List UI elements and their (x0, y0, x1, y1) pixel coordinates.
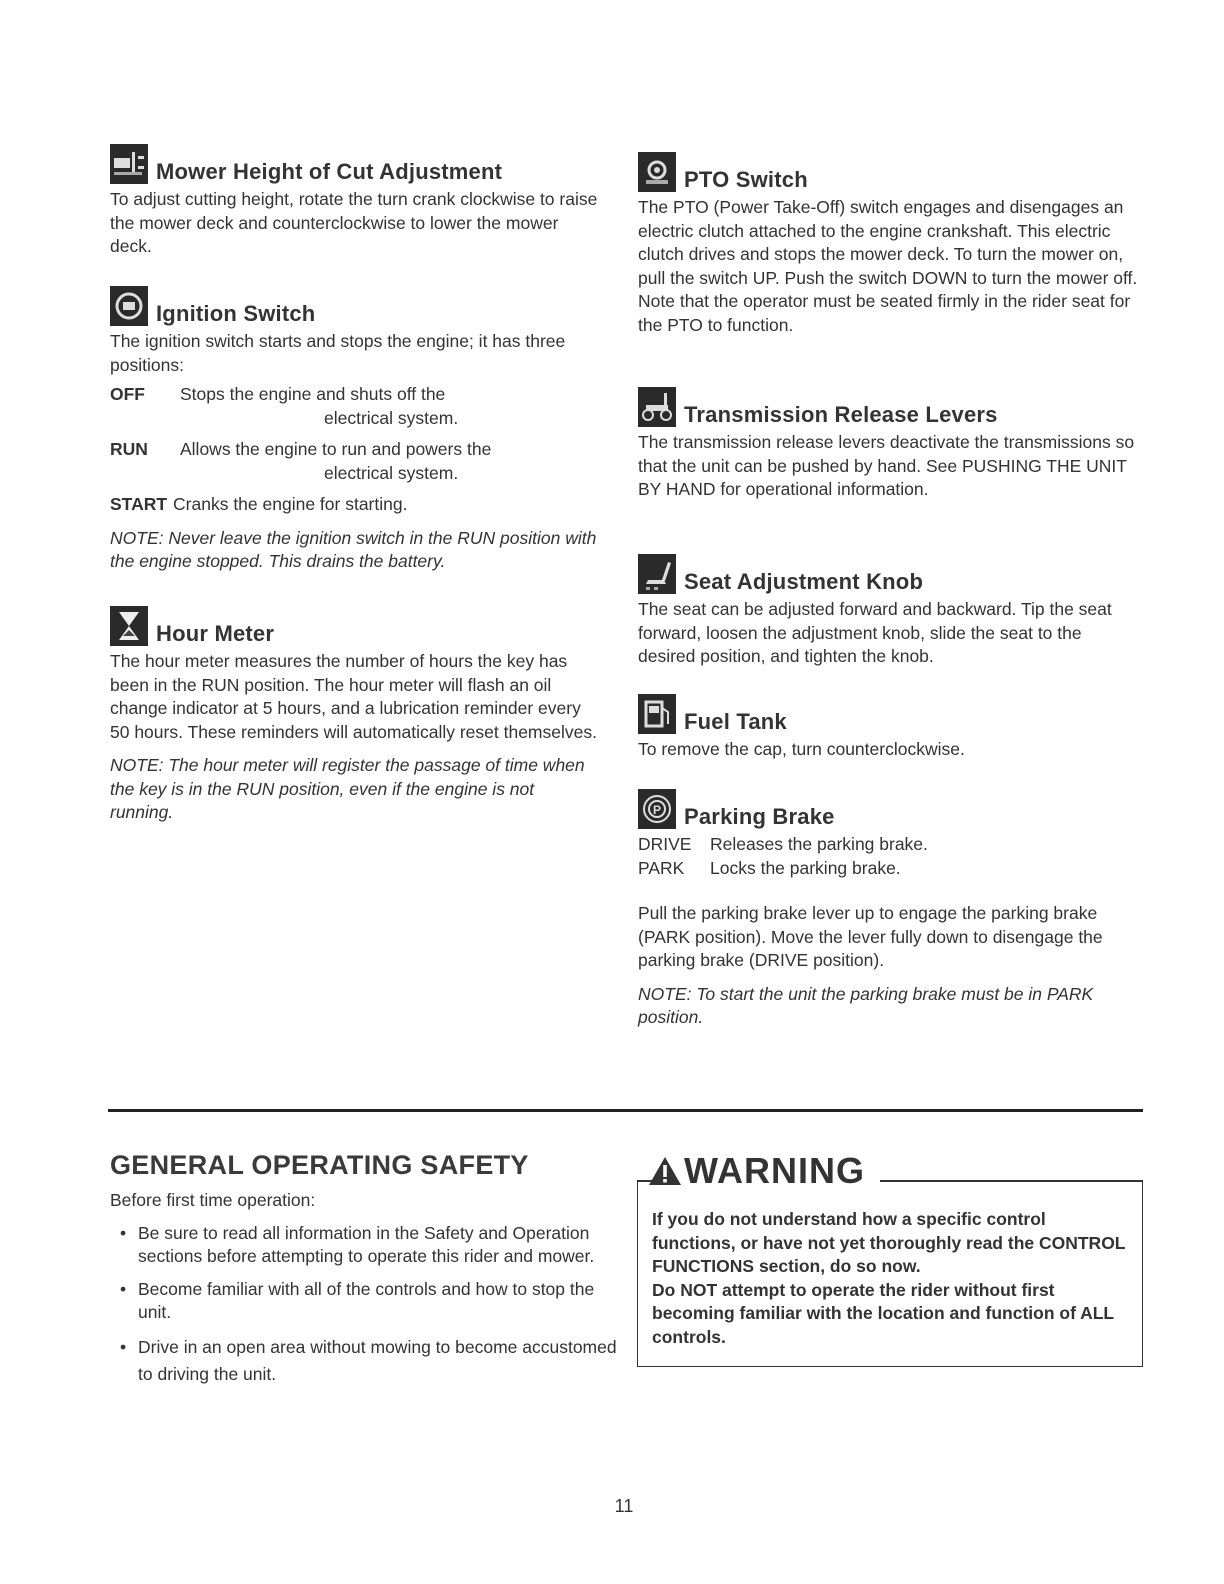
warning-text-2: Do NOT attempt to operate the rider without first becoming familiar with the location and function of ALL controls. (652, 1279, 1114, 1347)
ignition-run-key: RUN (110, 439, 148, 459)
parking-park-key: PARK (638, 857, 685, 878)
ignition-off-text: Stops the engine and shuts off the (180, 384, 446, 404)
ignition-off-text2: electrical system. (324, 407, 459, 428)
warning-triangle-icon (648, 1156, 682, 1186)
fuel-title: Fuel Tank (684, 709, 787, 734)
hour-meter-body: The hour meter measures the number of hours the key has been in the RUN position. The hour meter will flash an oil change indicator at 5 hours, and a lubrication reminder every 50 hours. These reminders will automatically reset themselves. (110, 651, 597, 742)
ignition-start-row (110, 493, 600, 517)
ignition-off-row (110, 383, 600, 407)
pto-body: The PTO (Power Take-Off) switch engages and disengages an electric clutch attached to the engine crankshaft. This electric clutch drives and stops the mower deck. To turn the mower on, pull the switch UP. Push the switch DOWN to turn the mower off. Note that the operator must be seated firmly in the rider seat for the PTO to function. (638, 197, 1138, 335)
section-parking (638, 785, 1143, 1030)
seat-body: The seat can be adjusted forward and backward. Tip the seat forward, loosen the adjustment knob, slide the seat to the desired position, and tighten the knob. (638, 599, 1112, 666)
svg-text:P: P (652, 803, 662, 817)
parking-title: Parking Brake (684, 804, 835, 829)
section-transmission (638, 383, 1143, 502)
bullet-text: Be sure to read all information in the Safety and Operation sections before attempting to operate this rider and mower. (138, 1222, 595, 1266)
pto-icon (638, 152, 676, 192)
section-general-safety (110, 1150, 630, 1388)
hourglass-icon (110, 606, 148, 646)
parking-drive-key: DRIVE (638, 834, 692, 854)
section-ignition (110, 282, 600, 574)
bullet-text: Drive in an open area without mowing to become accustomed to driving the unit. (138, 1336, 617, 1384)
transmission-icon (638, 387, 676, 427)
seat-icon (638, 554, 676, 594)
hour-meter-note: NOTE: The hour meter will register the passage of time when the key is in the RUN position, even if the engine is not running. (110, 755, 585, 822)
warning-header (648, 1150, 865, 1192)
mower-height-title: Mower Height of Cut Adjustment (156, 159, 503, 184)
ignition-note: NOTE: Never leave the ignition switch in the RUN position with the engine stopped. This drains the battery. (110, 527, 597, 571)
ignition-run-text2: electrical system. (324, 462, 459, 483)
ignition-off-key: OFF (110, 384, 145, 404)
parking-park-row (638, 857, 1143, 881)
ignition-start-key: START (110, 494, 168, 514)
seat-title: Seat Adjustment Knob (684, 569, 924, 594)
section-mower-height (110, 140, 600, 259)
list-item: • Become familiar with all of the controls and how to stop the unit. (110, 1278, 630, 1325)
bullet-text: Become familiar with all of the controls and how to stop the unit. (138, 1278, 595, 1322)
ignition-title: Ignition Switch (156, 301, 316, 326)
fuel-pump-icon (638, 694, 676, 734)
ignition-icon (110, 286, 148, 326)
hour-meter-title: Hour Meter (156, 621, 275, 646)
ignition-start-text: Cranks the engine for starting. (173, 494, 408, 514)
ignition-body: The ignition switch starts and stops the engine; it has three positions: (110, 331, 566, 375)
warning-title: WARNING (684, 1150, 865, 1191)
parking-drive-text: Releases the parking brake. (710, 834, 928, 854)
pto-title: PTO Switch (684, 167, 808, 192)
section-fuel (638, 690, 1143, 762)
parking-park-text: Locks the parking brake. (710, 857, 901, 878)
list-item: • Be sure to read all information in the Safety and Operation sections before attempting to operate this rider and mower. (110, 1222, 630, 1269)
mower-height-body: To adjust cutting height, rotate the turn crank clockwise to raise the mower deck and counterclockwise to lower the mower deck. (110, 189, 598, 256)
list-item: • Drive in an open area without mowing to become accustomed to driving the unit. (110, 1334, 630, 1388)
parking-body: Pull the parking brake lever up to engage the parking brake (PARK position). Move the lever fully down to disengage the parking brake (DRIVE position). (638, 903, 1103, 970)
general-safety-title: GENERAL OPERATING SAFETY (110, 1150, 529, 1180)
section-divider (108, 1109, 1143, 1112)
warning-text-1: If you do not understand how a specific control functions, or have not yet thoroughly read the CONTROL FUNCTIONS section, do so now. (652, 1209, 1126, 1276)
fuel-body: To remove the cap, turn counterclockwise. (638, 739, 965, 759)
section-hour-meter (110, 602, 600, 825)
parking-note: NOTE: To start the unit the parking brake must be in PARK position. (638, 983, 1094, 1027)
page-number: 11 (614, 1496, 634, 1516)
section-seat (638, 550, 1143, 669)
parking-drive-row (638, 833, 1143, 857)
warning-text (652, 1208, 1130, 1349)
ignition-run-text: Allows the engine to run and powers the (180, 439, 492, 459)
general-safety-intro: Before first time operation: (110, 1190, 316, 1210)
transmission-title: Transmission Release Levers (684, 402, 998, 427)
ignition-run-row (110, 438, 600, 462)
mower-deck-icon (110, 144, 148, 184)
section-pto (638, 148, 1143, 337)
parking-brake-icon (638, 789, 676, 829)
transmission-body: The transmission release levers deactivate the transmissions so that the unit can be pushed by hand. See PUSHING THE UNIT BY HAND for operational information. (638, 432, 1135, 499)
